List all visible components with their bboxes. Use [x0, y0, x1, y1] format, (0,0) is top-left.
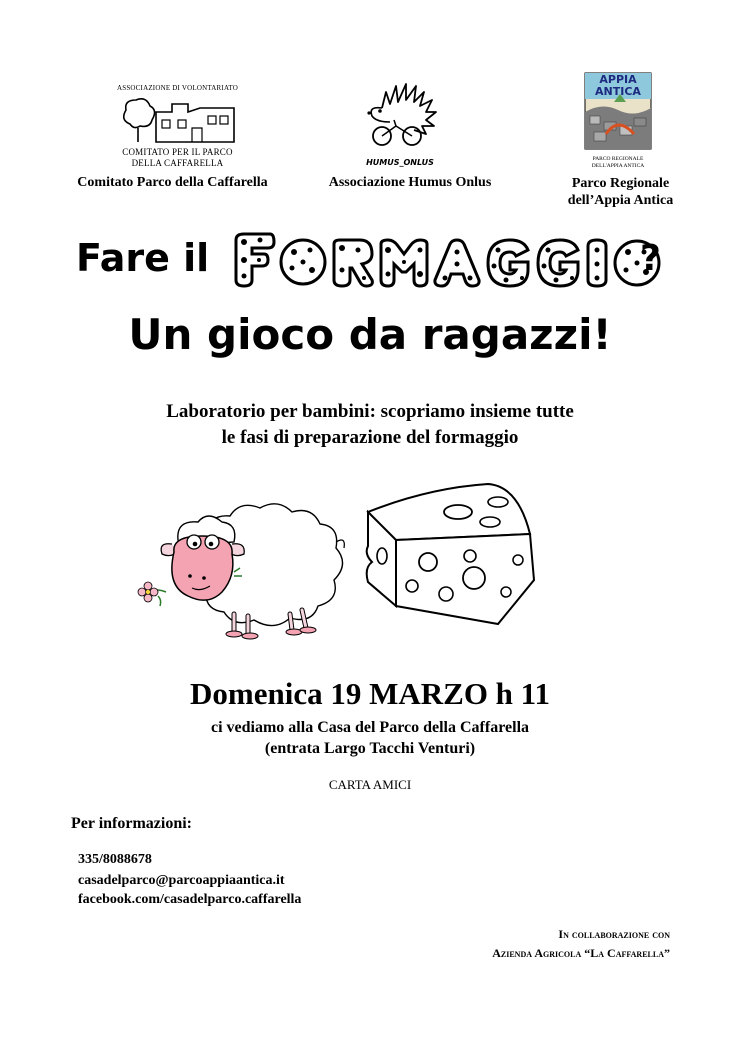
letter-char: [534, 230, 535, 231]
sheep-illustration: [136, 496, 356, 641]
letter-char: [378, 230, 379, 231]
cheese-wedge-illustration: [358, 482, 543, 632]
title-prefix: Fare il: [76, 236, 210, 280]
logo-comitato: [110, 84, 245, 174]
info-facebook[interactable]: facebook.com/casadelparco.caffarella: [78, 892, 302, 907]
letter-char: [278, 230, 279, 231]
hedgehog-bicycle-icon: [360, 82, 440, 148]
logo-humus: [355, 82, 445, 177]
logo-comitato-bottom-line1: COMITATO PER IL PARCO: [122, 147, 233, 157]
logo-comitato-bottom-line2: DELLA CAFFARELLA: [131, 158, 224, 168]
letter-char: [484, 230, 485, 231]
title-line1: [76, 226, 676, 296]
collab-line1: In collaborazione con: [558, 927, 670, 941]
logo-appia-text-1: APPIA: [599, 73, 637, 86]
logo-appia-text-2: ANTICA: [595, 85, 641, 98]
event-place-line1: ci vediamo alla Casa del Parco della Caffarella: [210, 719, 530, 736]
cheese-letter: [378, 230, 430, 288]
logo-appia-caption-line2: dell’Appia Antica: [567, 193, 674, 208]
subtitle-line2: le fasi di preparazione del formaggio: [221, 427, 519, 448]
house-tree-logo-icon: [116, 94, 241, 144]
title-line2: Un gioco da ragazzi!: [128, 310, 612, 359]
logo-comitato-top-text: ASSOCIAZIONE DI VOLONTARIATO: [116, 84, 239, 92]
cheese-letter: [432, 230, 482, 288]
logo-appia-sub-line1: PARCO REGIONALE: [592, 156, 644, 162]
logo-humus-caption: Associazione Humus Onlus: [328, 175, 492, 190]
logo-appia-caption-line1: Parco Regionale: [571, 176, 670, 191]
logo-comitato-caption: Comitato Parco della Caffarella: [77, 175, 268, 190]
formaggio-letters: [232, 230, 662, 290]
cheese-letter: [232, 230, 276, 288]
cheese-letter: [330, 230, 376, 288]
info-heading: Per informazioni:: [71, 815, 193, 832]
cheese-letter: [484, 230, 532, 288]
logo-appia-antica: [578, 72, 658, 172]
letter-char: [232, 230, 233, 231]
cheese-letter: [584, 230, 610, 288]
logo-appia-sub-line2: DELL'APPIA ANTICA: [591, 163, 645, 169]
event-date: Domenica 19 MARZO h 11: [190, 676, 550, 711]
event-card: CARTA AMICI: [328, 777, 412, 792]
logo-humus-sub-text: HUMUS_ONLUS: [366, 158, 434, 167]
info-email[interactable]: casadelparco@parcoappiaantica.it: [78, 873, 285, 888]
letter-char: [330, 230, 331, 231]
cheese-letter: [278, 230, 328, 288]
letter-char: [612, 230, 613, 231]
cheese-letter: [534, 230, 582, 288]
event-place-line2: (entrata Largo Tacchi Venturi): [264, 740, 476, 757]
subtitle-line1: Laboratorio per bambini: scopriamo insieme tutte: [166, 401, 574, 422]
title-suffix: ?: [640, 238, 661, 279]
collab-line2: Azienda Agricola “La Caffarella”: [492, 946, 670, 960]
letter-char: [432, 230, 433, 231]
info-phone: 335/8088678: [78, 852, 152, 867]
